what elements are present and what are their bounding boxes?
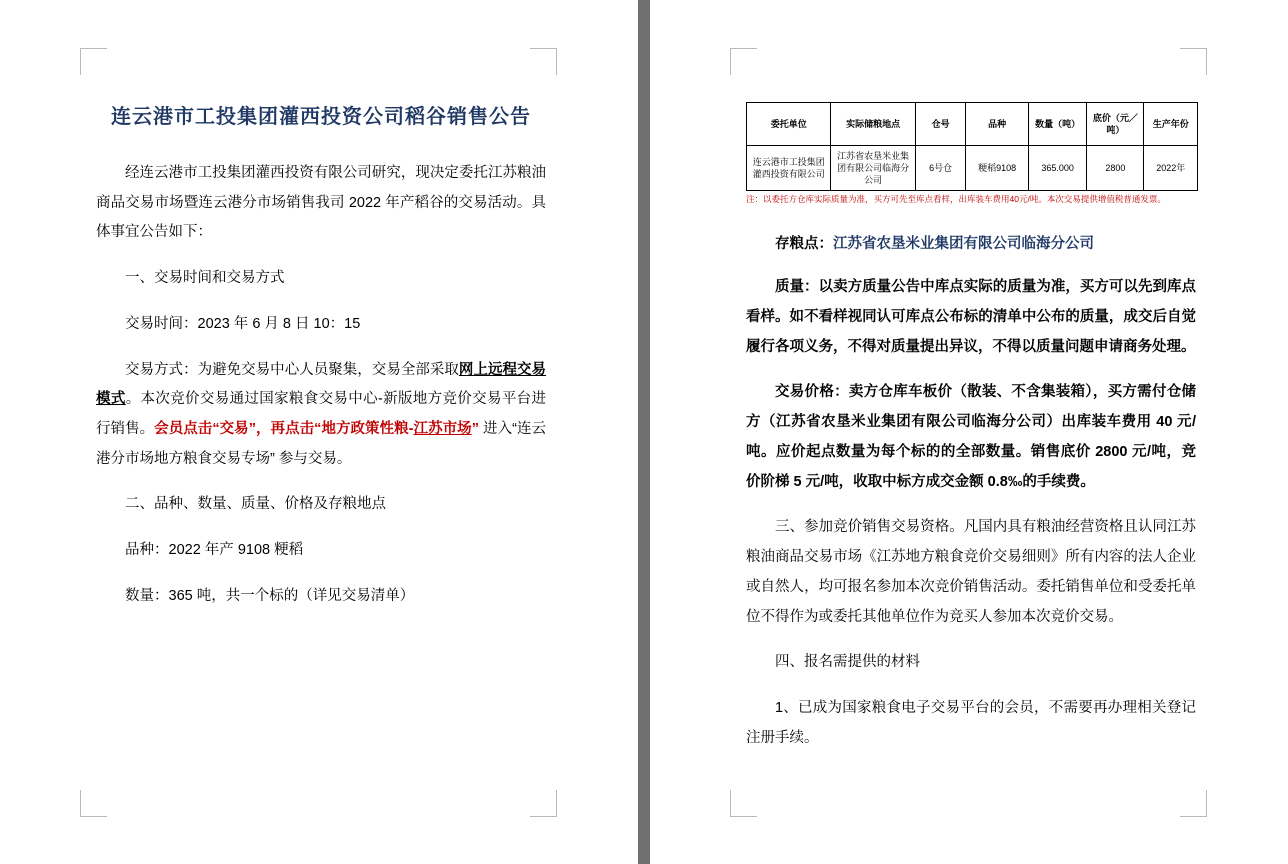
paragraph-member-note: 1、已成为国家粮食电子交易平台的会员，不需要再办理相关登记注册手续。 bbox=[746, 699, 1196, 746]
paragraph-qualification: 三、参加竞价销售交易资格。凡国内具有粮油经营资格且认同江苏粮油商品交易市场《江苏地方粮食竞价交易细则》所有内容的法人企业或自然人，均可报名参加本次竞价销售活动。委托销售单位和受委托单位不得作为或委托其他单位作为竞买人参加本次竞价交易。 bbox=[746, 519, 1196, 625]
table-cell-base-price: 2800 bbox=[1087, 146, 1144, 191]
paragraph-trade-method bbox=[96, 356, 546, 475]
trade-method-red-1: 会员点击“交易”，再点击“地方政策性粮- bbox=[154, 421, 414, 438]
table-header-cell: 实际储粮地点 bbox=[831, 103, 915, 146]
page-1-content bbox=[96, 84, 546, 628]
table-cell-quantity: 365.000 bbox=[1028, 146, 1086, 191]
table-header-cell: 委托单位 bbox=[747, 103, 831, 146]
trade-method-red-2: ” bbox=[471, 421, 479, 438]
goods-table-wrapper bbox=[746, 102, 1196, 206]
table-row bbox=[747, 146, 1198, 191]
crop-mark-top-left bbox=[80, 48, 107, 75]
trade-method-red-link: 江苏市场 bbox=[413, 421, 472, 438]
table-cell-production-year: 2022年 bbox=[1144, 146, 1198, 191]
table-header-cell: 生产年份 bbox=[1144, 103, 1198, 146]
table-cell-storage-location: 江苏省农垦米业集团有限公司临海分公司 bbox=[831, 146, 915, 191]
table-note: 注：以委托方仓库实际质量为准，买方可先至库点看样，出库装车费用40元/吨。本次交易提供增值税普通发票。 bbox=[746, 194, 1166, 205]
table-header-cell: 底价（元／吨） bbox=[1087, 103, 1144, 146]
trade-method-part-1: 交易方式：为避免交易中心人员聚集，交易全部采取 bbox=[125, 361, 459, 378]
table-header-cell: 品种 bbox=[966, 103, 1028, 146]
trade-method-part-2: 。本次竞价交易通过国家粮食交易中心-新版地方竞价交易平台进行销售。 bbox=[96, 391, 547, 438]
section-heading-one: 一、交易时间和交易方式 bbox=[125, 270, 285, 287]
paragraph-quality: 质量：以卖方质量公告中库点实际的质量为准，买方可以先到库点看样。如不看样视同认可库点公布标的清单中公布的质量，成交后自觉履行各项义务，不得对质量提出异议，不得以质量问题申请商务处理。 bbox=[746, 279, 1196, 355]
goods-table bbox=[746, 102, 1198, 191]
table-cell-entrusting-unit: 连云港市工投集团灌西投资有限公司 bbox=[747, 146, 831, 191]
trade-method-emphasis: 网上远程交易模式 bbox=[96, 361, 547, 408]
table-header-row bbox=[747, 103, 1198, 146]
crop-mark-bottom-left bbox=[80, 790, 107, 817]
page-gutter bbox=[638, 0, 650, 864]
trade-method-part-3: 进入“连云港分市场地方粮食交易专场” 参与交易。 bbox=[96, 421, 547, 467]
storage-point-value: 江苏省农垦米业集团有限公司临海分公司 bbox=[833, 236, 1094, 253]
section-heading-four: 四、报名需提供的材料 bbox=[775, 654, 920, 671]
table-cell-variety: 粳稻9108 bbox=[966, 146, 1028, 191]
paragraph-price: 交易价格：卖方仓库车板价（散装、不含集装箱），买方需付仓储方（江苏省农垦米业集团有限公司临海分公司）出库装车费用 40 元/吨。应价起点数量为每个标的的全部数量。销售底价 2800 元/吨，竞价阶梯 5 元/吨，收取中标方成交金额 0.8‰的手续费。 bbox=[746, 384, 1196, 490]
section-heading-two: 二、品种、数量、质量、价格及存粮地点 bbox=[125, 496, 386, 513]
crop-mark-top-left bbox=[730, 48, 757, 75]
crop-mark-bottom-right bbox=[530, 790, 557, 817]
storage-point-line bbox=[746, 232, 1196, 253]
crop-mark-bottom-right bbox=[1180, 790, 1207, 817]
document-page-2 bbox=[650, 0, 1288, 864]
table-header-cell: 数量（吨） bbox=[1028, 103, 1086, 146]
paragraph-quantity: 数量：365 吨，共一个标的（详见交易清单） bbox=[125, 587, 415, 604]
crop-mark-top-right bbox=[530, 48, 557, 75]
crop-mark-bottom-left bbox=[730, 790, 757, 817]
page-2-content bbox=[746, 84, 1196, 769]
paragraph-variety: 品种：2022 年产 9108 粳稻 bbox=[125, 542, 304, 559]
crop-mark-top-right bbox=[1180, 48, 1207, 75]
storage-point-label: 存粮点： bbox=[775, 236, 833, 253]
document-page-1 bbox=[0, 0, 638, 864]
paragraph-intro: 经连云港市工投集团灌西投资有限公司研究，现决定委托江苏粮油商品交易市场暨连云港分市场销售我司 2022 年产稻谷的交易活动。具体事宜公告如下： bbox=[96, 165, 546, 241]
page-title: 连云港市工投集团灌西投资公司稻谷销售公告 bbox=[111, 106, 531, 128]
table-header-cell: 仓号 bbox=[915, 103, 966, 146]
table-cell-warehouse-no: 6号仓 bbox=[915, 146, 966, 191]
paragraph-trade-time: 交易时间：2023 年 6 月 8 日 10：15 bbox=[125, 315, 361, 332]
